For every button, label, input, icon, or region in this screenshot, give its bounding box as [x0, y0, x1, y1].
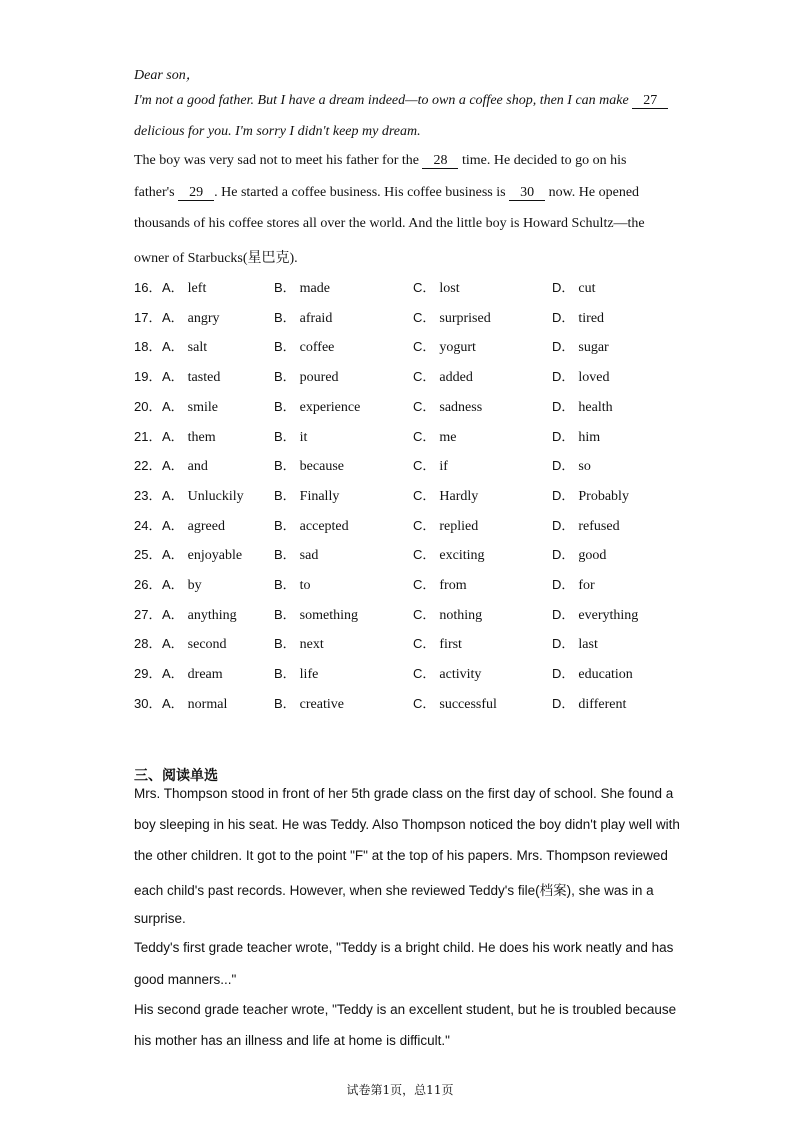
option-a[interactable]	[162, 663, 223, 683]
option-text: sugar	[578, 340, 609, 356]
option-letter: A．	[162, 666, 184, 682]
option-letter: B．	[274, 487, 296, 503]
option-a[interactable]	[162, 455, 208, 475]
option-d[interactable]	[552, 485, 629, 505]
question-number: 21．	[134, 428, 162, 444]
option-text: so	[578, 459, 591, 475]
option-letter: A．	[162, 606, 184, 622]
question-number: 25．	[134, 547, 162, 563]
option-text: and	[187, 459, 208, 475]
option-text: by	[187, 578, 202, 593]
letter-line-1	[134, 93, 668, 109]
option-letter: C．	[413, 369, 436, 385]
option-letter: D．	[552, 280, 575, 295]
passage-line: good manners..."	[134, 972, 237, 987]
question-row	[134, 693, 734, 711]
option-text: first	[439, 637, 462, 653]
option-text: second	[187, 637, 227, 653]
option-b[interactable]	[274, 663, 318, 683]
option-letter: C．	[413, 517, 436, 533]
option-c[interactable]	[413, 426, 457, 446]
option-text: anything	[187, 607, 237, 623]
option-b[interactable]	[274, 485, 339, 505]
question-number: 24．	[134, 517, 162, 533]
option-text: poured	[299, 370, 339, 386]
option-a[interactable]	[162, 515, 225, 535]
option-letter: D．	[552, 339, 575, 355]
option-text: to	[299, 578, 311, 593]
option-text: successful	[439, 696, 497, 712]
option-letter: C．	[413, 666, 436, 682]
option-letter: A．	[162, 280, 184, 295]
option-letter: D．	[552, 487, 575, 503]
option-d[interactable]	[552, 307, 604, 327]
passage-line: the other children. It got to the point "F" at the top of his papers. Mrs. Thompson reviewed	[134, 848, 668, 863]
question-row	[134, 336, 734, 354]
option-text: nothing	[439, 607, 483, 623]
option-b[interactable]	[274, 426, 307, 446]
option-a[interactable]	[162, 307, 220, 327]
option-letter: A．	[162, 695, 184, 711]
option-a[interactable]	[162, 426, 216, 446]
option-a[interactable]	[162, 574, 202, 594]
option-text: them	[187, 429, 216, 445]
option-a[interactable]	[162, 693, 227, 713]
option-letter: B．	[274, 606, 296, 622]
option-letter: C．	[413, 695, 436, 711]
option-text: life	[299, 667, 319, 683]
question-number: 30．	[134, 695, 162, 711]
option-text: different	[578, 696, 627, 712]
question-row	[134, 307, 734, 325]
option-letter: A．	[162, 636, 184, 652]
question-number: 18．	[134, 339, 162, 355]
question-number: 19．	[134, 369, 162, 385]
option-c[interactable]	[413, 307, 491, 327]
question-number: 20．	[134, 398, 162, 414]
option-text: activity	[439, 667, 482, 683]
section-title: 三、阅读单选	[134, 768, 218, 784]
option-letter: B．	[274, 577, 296, 592]
option-text: surprised	[439, 310, 491, 326]
option-text: Hardly	[439, 488, 479, 504]
question-row	[134, 604, 734, 622]
option-text: me	[439, 429, 457, 445]
option-letter: D．	[552, 577, 575, 592]
blank-28: 28	[422, 154, 458, 169]
story-text: now. He opened	[545, 185, 640, 200]
option-b[interactable]	[274, 336, 334, 356]
blank-27: 27	[632, 94, 668, 109]
option-b[interactable]	[274, 366, 339, 386]
question-row	[134, 663, 734, 681]
option-c[interactable]	[413, 396, 482, 416]
option-letter: A．	[162, 458, 184, 474]
option-a[interactable]	[162, 277, 206, 297]
option-a[interactable]	[162, 485, 244, 505]
option-c[interactable]	[413, 604, 482, 624]
option-text: salt	[187, 340, 208, 356]
question-row	[134, 426, 734, 444]
question-row	[134, 485, 734, 503]
option-c[interactable]	[413, 574, 467, 594]
question-number: 28．	[134, 636, 162, 652]
option-text: experience	[299, 399, 361, 415]
option-letter: D．	[552, 309, 575, 325]
passage-line: surprise.	[134, 911, 186, 926]
story-line-4: owner of Starbucks(星巴克).	[134, 251, 298, 266]
option-d[interactable]	[552, 544, 606, 564]
option-text: because	[299, 459, 344, 475]
option-d[interactable]	[552, 604, 638, 624]
question-number: 16．	[134, 280, 162, 295]
option-b[interactable]	[274, 633, 324, 653]
option-text: normal	[187, 696, 228, 712]
option-b[interactable]	[274, 277, 330, 297]
option-text: everything	[578, 607, 639, 623]
option-a[interactable]	[162, 366, 220, 386]
question-row	[134, 515, 734, 533]
option-a[interactable]	[162, 604, 237, 624]
option-text: good	[578, 548, 607, 564]
question-number: 22．	[134, 458, 162, 474]
option-letter: D．	[552, 428, 575, 444]
option-letter: B．	[274, 309, 296, 325]
question-row	[134, 544, 734, 562]
option-text: next	[299, 637, 324, 653]
option-letter: C．	[413, 458, 436, 474]
option-letter: A．	[162, 369, 184, 385]
option-letter: D．	[552, 398, 575, 414]
option-letter: D．	[552, 369, 575, 385]
story-text: father's	[134, 185, 179, 200]
option-a[interactable]	[162, 336, 207, 356]
option-d[interactable]	[552, 663, 633, 683]
option-text: left	[187, 281, 207, 296]
option-text: Unluckily	[187, 488, 244, 504]
option-letter: A．	[162, 517, 184, 533]
option-text: if	[439, 459, 448, 475]
story-text: time. He decided to go on his	[458, 153, 627, 168]
option-letter: A．	[162, 487, 184, 503]
option-d[interactable]	[552, 633, 598, 653]
blank-29: 29	[178, 186, 214, 201]
option-a[interactable]	[162, 544, 242, 564]
option-text: tired	[578, 310, 605, 326]
option-letter: A．	[162, 577, 184, 592]
option-c[interactable]	[413, 336, 476, 356]
letter-line-1-text: I'm not a good father. But I have a dream indeed—to own a coffee shop, then I can make	[134, 93, 633, 108]
option-letter: A．	[162, 339, 184, 355]
story-line-3: thousands of his coffee stores all over the world. And the little boy is Howard Schultz—the	[134, 216, 645, 231]
option-text: him	[578, 429, 601, 445]
option-letter: A．	[162, 547, 184, 563]
question-row	[134, 574, 734, 592]
option-letter: B．	[274, 280, 296, 295]
option-c[interactable]	[413, 693, 497, 713]
option-d[interactable]	[552, 366, 610, 386]
option-text: Probably	[578, 488, 629, 504]
option-letter: C．	[413, 398, 436, 414]
option-text: made	[299, 281, 330, 296]
option-letter: C．	[413, 606, 436, 622]
option-c[interactable]	[413, 633, 462, 653]
option-letter: D．	[552, 636, 575, 652]
option-letter: B．	[274, 369, 296, 385]
option-b[interactable]	[274, 396, 360, 416]
option-text: accepted	[299, 518, 349, 534]
option-d[interactable]	[552, 693, 626, 713]
option-letter: B．	[274, 458, 296, 474]
option-text: health	[578, 399, 613, 415]
option-letter: B．	[274, 517, 296, 533]
option-b[interactable]	[274, 544, 318, 564]
option-b[interactable]	[274, 604, 358, 624]
option-c[interactable]	[413, 277, 460, 297]
passage-line: each child's past records. However, when she reviewed Teddy's file(档案), she was in a	[134, 883, 654, 898]
question-number: 29．	[134, 666, 162, 682]
option-b[interactable]	[274, 515, 349, 535]
option-text: for	[578, 578, 595, 593]
option-c[interactable]	[413, 663, 481, 683]
option-a[interactable]	[162, 396, 218, 416]
option-b[interactable]	[274, 693, 344, 713]
option-letter: D．	[552, 606, 575, 622]
option-text: from	[439, 578, 467, 593]
question-number: 27．	[134, 606, 162, 622]
option-text: it	[299, 429, 308, 445]
option-text: dream	[187, 667, 223, 683]
story-line-2	[134, 185, 639, 201]
story-line-1	[134, 153, 626, 169]
option-text: cut	[578, 281, 596, 296]
option-letter: D．	[552, 458, 575, 474]
story-text: The boy was very sad not to meet his father for the	[134, 153, 423, 168]
option-c[interactable]	[413, 544, 485, 564]
option-text: Finally	[299, 488, 340, 504]
option-c[interactable]	[413, 515, 478, 535]
question-row	[134, 633, 734, 651]
option-letter: B．	[274, 695, 296, 711]
question-row	[134, 277, 734, 295]
option-d[interactable]	[552, 396, 613, 416]
option-d[interactable]	[552, 426, 600, 446]
option-letter: C．	[413, 339, 436, 355]
option-b[interactable]	[274, 574, 311, 594]
option-d[interactable]	[552, 336, 609, 356]
option-text: education	[578, 667, 633, 683]
question-row	[134, 455, 734, 473]
option-letter: B．	[274, 428, 296, 444]
question-number: 17．	[134, 309, 162, 325]
option-text: afraid	[299, 310, 333, 326]
passage-line: His second grade teacher wrote, "Teddy is an excellent student, but he is troubled because	[134, 1002, 677, 1017]
option-d[interactable]	[552, 277, 596, 297]
option-text: sad	[299, 548, 319, 564]
passage-line: Teddy's first grade teacher wrote, "Teddy is a bright child. He does his work neatly and has	[134, 940, 674, 955]
option-letter: B．	[274, 636, 296, 652]
option-letter: A．	[162, 428, 184, 444]
option-letter: C．	[413, 428, 436, 444]
question-number: 23．	[134, 487, 162, 503]
option-letter: A．	[162, 309, 184, 325]
option-text: creative	[299, 696, 344, 712]
option-letter: A．	[162, 398, 184, 414]
passage-line: boy sleeping in his seat. He was Teddy. Also Thompson noticed the boy didn't play well with	[134, 817, 680, 832]
question-number: 26．	[134, 577, 162, 592]
question-row	[134, 366, 734, 384]
option-text: agreed	[187, 518, 225, 534]
option-text: tasted	[187, 370, 221, 386]
story-text: . He started a coffee business. His coffee business is	[214, 185, 510, 200]
blank-30: 30	[509, 186, 545, 201]
option-d[interactable]	[552, 455, 591, 475]
letter-line-2: delicious for you. I'm sorry I didn't keep my dream.	[134, 124, 421, 139]
option-b[interactable]	[274, 455, 344, 475]
option-letter: D．	[552, 517, 575, 533]
option-text: smile	[187, 399, 219, 415]
option-letter: C．	[413, 309, 436, 325]
option-letter: B．	[274, 666, 296, 682]
option-letter: C．	[413, 487, 436, 503]
option-a[interactable]	[162, 633, 227, 653]
option-text: lost	[439, 281, 460, 296]
option-letter: C．	[413, 547, 436, 563]
passage-line: his mother has an illness and life at home is difficult."	[134, 1033, 450, 1048]
option-c[interactable]	[413, 366, 473, 386]
option-text: added	[439, 370, 473, 386]
option-text: coffee	[299, 340, 335, 356]
option-text: exciting	[439, 548, 485, 564]
option-text: loved	[578, 370, 610, 386]
option-letter: C．	[413, 636, 436, 652]
option-letter: C．	[413, 577, 436, 592]
option-text: yogurt	[439, 340, 476, 356]
option-letter: C．	[413, 280, 436, 295]
option-c[interactable]	[413, 485, 478, 505]
option-letter: B．	[274, 398, 296, 414]
option-text: angry	[187, 310, 220, 326]
option-c[interactable]	[413, 455, 448, 475]
option-letter: B．	[274, 339, 296, 355]
option-letter: D．	[552, 666, 575, 682]
passage-line: Mrs. Thompson stood in front of her 5th grade class on the first day of school. She found a	[134, 786, 674, 801]
option-text: last	[578, 637, 598, 653]
option-text: something	[299, 607, 359, 623]
page-footer: 试卷第1页，总11页	[346, 1083, 454, 1097]
option-b[interactable]	[274, 307, 332, 327]
question-row	[134, 396, 734, 414]
option-text: replied	[439, 518, 479, 534]
option-text: refused	[578, 518, 620, 534]
letter-salutation: Dear son，	[134, 68, 200, 83]
option-text: sadness	[439, 399, 483, 415]
option-letter: D．	[552, 547, 575, 563]
option-letter: D．	[552, 695, 575, 711]
option-d[interactable]	[552, 515, 620, 535]
option-d[interactable]	[552, 574, 595, 594]
option-letter: B．	[274, 547, 296, 563]
option-text: enjoyable	[187, 548, 243, 564]
